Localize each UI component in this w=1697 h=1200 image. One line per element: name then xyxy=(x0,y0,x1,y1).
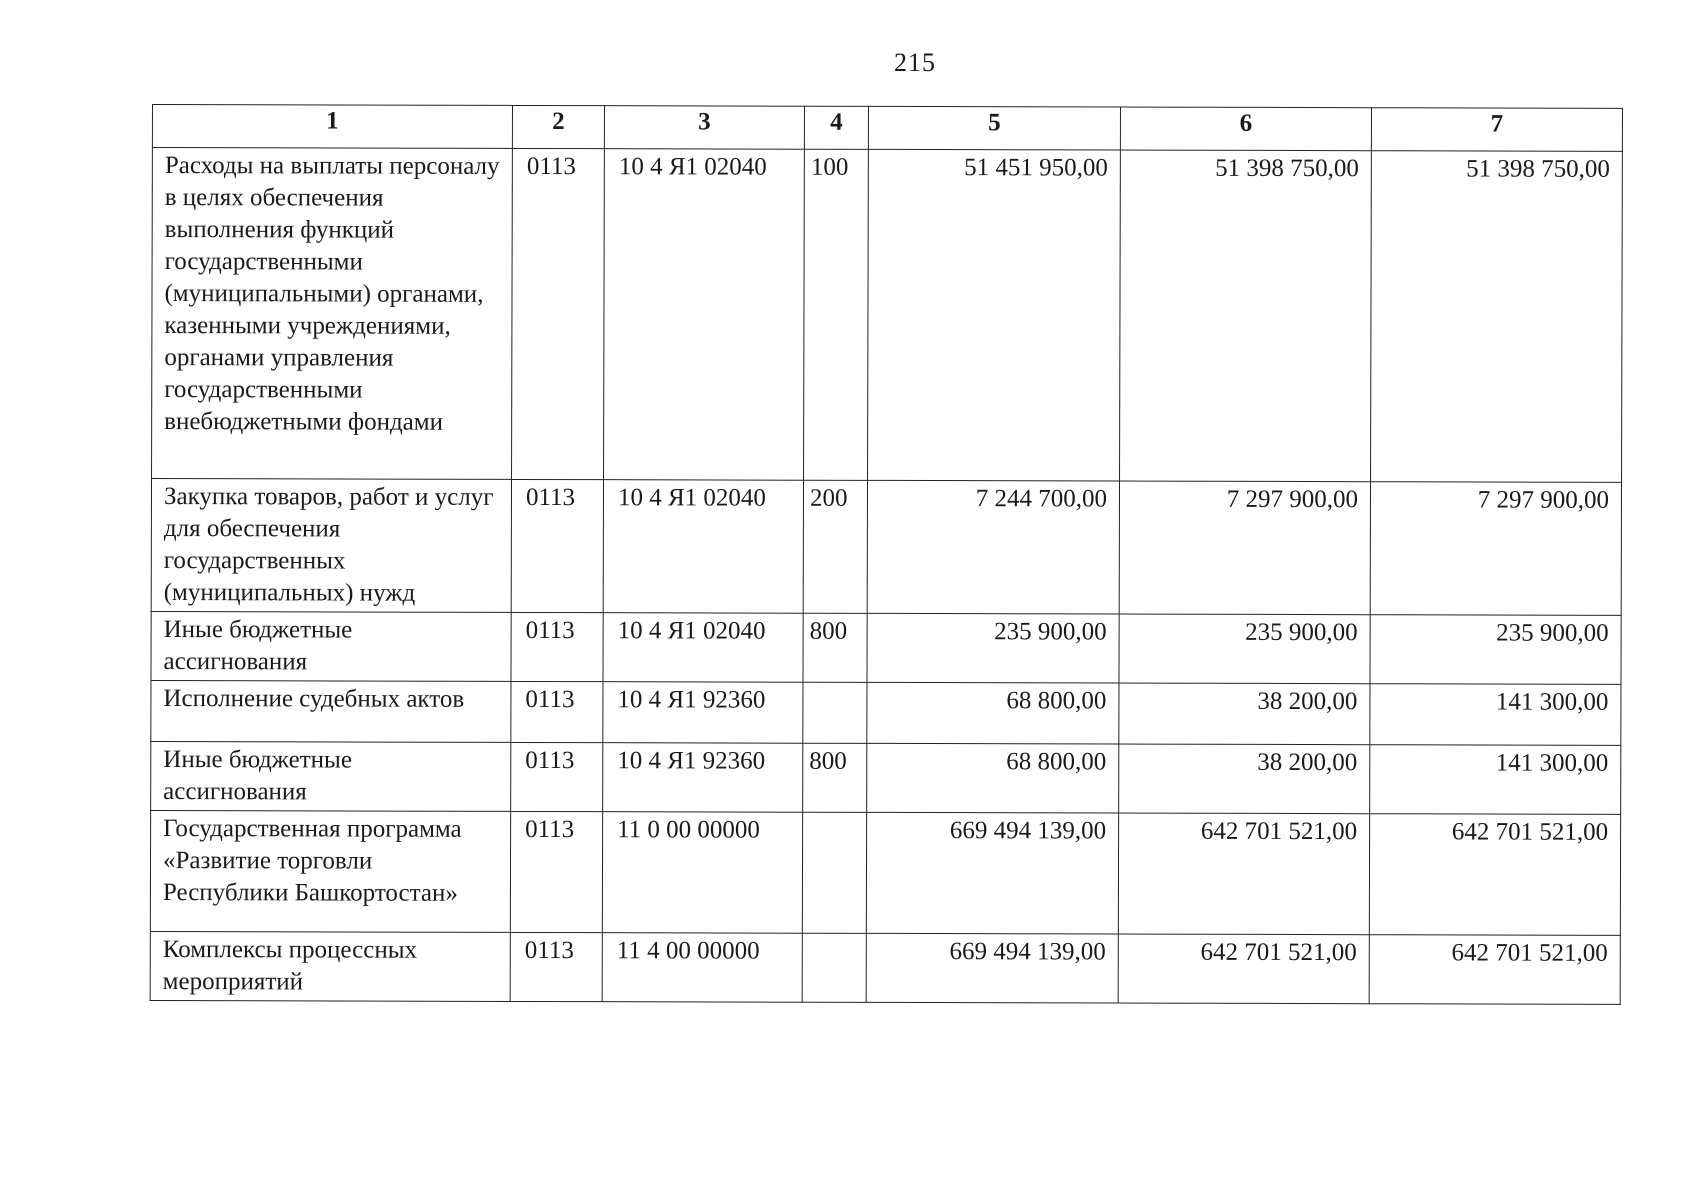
row-section: 0113 xyxy=(511,742,603,811)
row-value-7: 141 300,00 xyxy=(1370,745,1621,815)
column-header-3: 3 xyxy=(604,106,804,150)
row-name: Иные бюджетные ассигнования xyxy=(151,741,511,811)
row-value-6: 235 900,00 xyxy=(1119,614,1370,684)
row-value-5: 669 494 139,00 xyxy=(866,812,1118,934)
row-value-5: 51 451 950,00 xyxy=(868,149,1121,481)
column-header-7: 7 xyxy=(1371,108,1622,152)
row-target: 10 4 Я1 02040 xyxy=(603,480,803,614)
row-name: Закупка товаров, работ и услуг для обеспечения государственных (муниципальных) нужд xyxy=(151,479,511,613)
row-type xyxy=(802,812,866,933)
row-value-6: 642 701 521,00 xyxy=(1118,934,1369,1004)
row-value-5: 68 800,00 xyxy=(867,743,1119,813)
table-row xyxy=(151,680,1621,745)
column-header-6: 6 xyxy=(1120,107,1371,151)
header-row xyxy=(152,105,1622,152)
row-name: Расходы на выплаты персоналу в целях обеспечения выполнения функций государственными (муниципальными) органами, казенными учреждениями, органами управления государственными внебюджетными фондами xyxy=(152,148,513,480)
row-value-7: 642 701 521,00 xyxy=(1369,935,1620,1005)
row-value-6: 51 398 750,00 xyxy=(1120,150,1372,482)
row-value-5: 68 800,00 xyxy=(867,682,1119,744)
column-header-2: 2 xyxy=(512,105,604,148)
row-target: 10 4 Я1 02040 xyxy=(603,613,803,683)
row-type: 800 xyxy=(803,743,867,812)
row-value-7: 642 701 521,00 xyxy=(1369,814,1620,936)
row-value-7: 51 398 750,00 xyxy=(1371,151,1623,483)
row-value-7: 141 300,00 xyxy=(1370,684,1621,746)
row-type: 800 xyxy=(803,613,867,682)
row-section: 0113 xyxy=(511,612,603,681)
table-row xyxy=(150,931,1620,1004)
row-target: 10 4 Я1 02040 xyxy=(604,149,805,481)
table-row xyxy=(151,611,1621,684)
row-type: 100 xyxy=(804,149,869,480)
row-value-6: 642 701 521,00 xyxy=(1118,813,1369,935)
table-row xyxy=(150,810,1620,935)
table-row xyxy=(151,741,1621,814)
row-value-5: 7 244 700,00 xyxy=(867,480,1119,614)
row-type xyxy=(802,933,866,1002)
row-target: 10 4 Я1 92360 xyxy=(603,743,803,813)
row-section: 0113 xyxy=(512,148,605,479)
column-header-5: 5 xyxy=(868,106,1120,150)
row-section: 0113 xyxy=(510,932,602,1001)
row-target: 11 4 00 00000 xyxy=(602,933,802,1003)
page-number: 215 xyxy=(894,48,936,77)
row-value-7: 7 297 900,00 xyxy=(1370,482,1621,616)
table-row xyxy=(152,148,1623,483)
table-row xyxy=(151,479,1621,616)
row-value-5: 235 900,00 xyxy=(867,613,1119,683)
budget-table xyxy=(150,104,1623,1005)
column-header-1: 1 xyxy=(152,105,512,149)
row-value-5: 669 494 139,00 xyxy=(866,933,1118,1003)
row-section: 0113 xyxy=(511,479,603,612)
row-target: 11 0 00 00000 xyxy=(602,812,802,934)
row-type xyxy=(803,682,867,743)
row-value-6: 7 297 900,00 xyxy=(1119,481,1370,615)
row-section: 0113 xyxy=(510,811,602,932)
row-target: 10 4 Я1 92360 xyxy=(603,682,803,744)
column-header-4: 4 xyxy=(804,106,868,149)
row-name: Государственная программа «Развитие торговли Республики Башкортостан» xyxy=(150,810,510,932)
row-value-6: 38 200,00 xyxy=(1119,683,1370,745)
row-section: 0113 xyxy=(511,681,603,742)
row-name: Исполнение судебных актов xyxy=(151,680,511,742)
row-name: Комплексы процессных мероприятий xyxy=(150,931,510,1001)
row-name: Иные бюджетные ассигнования xyxy=(151,611,511,681)
row-type: 200 xyxy=(803,480,867,613)
row-value-7: 235 900,00 xyxy=(1370,615,1621,685)
row-value-6: 38 200,00 xyxy=(1119,744,1370,814)
